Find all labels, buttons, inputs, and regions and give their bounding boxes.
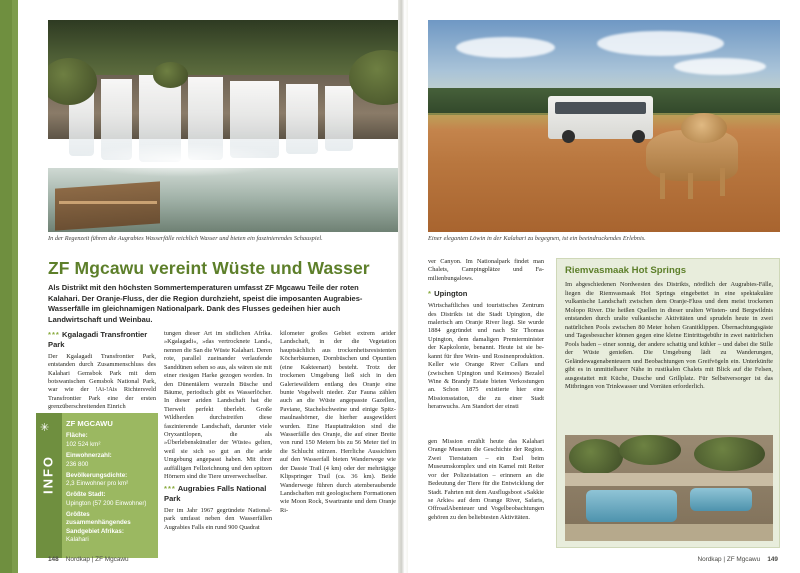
page-number: 148 — [48, 556, 59, 563]
lion-photo-caption: Einer eleganten Löwin in der Kalahari zu begegnen, ist ein beeindruckendes Erlebnis. — [428, 235, 646, 242]
left-column-3 — [280, 330, 396, 515]
info-tab-label: INFO — [40, 454, 56, 495]
info-row — [66, 511, 154, 545]
info-label: Größtes zusammenhängendes Sandgebiet Afrikas: — [66, 510, 131, 535]
info-value: 236 800 — [66, 460, 89, 468]
footer-separator — [60, 556, 64, 563]
info-label: Größte Stadt: — [66, 491, 106, 499]
section-heading-label: Augrabies Falls National Park — [164, 484, 267, 503]
photo-cloud — [456, 37, 555, 58]
info-value: Kalahari — [66, 536, 89, 544]
footer-right — [697, 556, 778, 563]
hot-springs-photo-canvas — [565, 435, 773, 541]
page-gutter — [398, 0, 408, 573]
left-column-2-heading2 — [164, 484, 272, 532]
right-column-1-cont — [428, 438, 544, 522]
photo-bush — [153, 62, 188, 87]
photo-lion-head — [681, 113, 727, 143]
rating-stars: * — [428, 289, 432, 299]
page-number: 149 — [767, 556, 778, 563]
section-heading-upington — [428, 289, 544, 299]
continuation-text: ver Canyon. Im Nationalpark findet man Chalets, Campingplätze und Familienbungalows. — [428, 258, 544, 282]
panel-title: Riemvasmaak Hot Springs — [565, 265, 687, 276]
right-column-1 — [428, 258, 544, 412]
page-title: ZF Mgcawu vereint Wüste und Wasser — [48, 258, 370, 278]
lead-paragraph: Als Distrikt mit den höchsten Sommertemperaturen umfasst ZF Mgcawu Teile der roten Kalahari. Der Oranje-Fluss, der die Region durchzieht, speist die imposanten Augrabies-Wasserfälle im gleichnamigen Nationalpark. Dank des Flusses gedeihen hier auch Landwirtschaft und Weinbau. — [48, 283, 363, 324]
section-heading-augrabies — [164, 484, 272, 504]
waterfall-photo-caption: In der Regenzeit führen die Augrabies Wasserfälle reichlich Wasser und bieten ein faszinierendes Schauspiel. — [48, 235, 323, 242]
rating-stars: *** — [164, 484, 176, 493]
info-value: Upington (57 200 Einwohner) — [66, 499, 147, 507]
waterfall-photo — [48, 20, 398, 232]
info-value: 2,3 Einwohner pro km² — [66, 480, 129, 488]
photo-bush — [619, 435, 681, 465]
photo-deck-railing — [59, 201, 157, 204]
section-heading-kgalagadi — [48, 330, 156, 350]
info-content — [66, 419, 154, 548]
footer-text: Nordkap | ZF Mgcawu — [65, 556, 129, 563]
photo-lion-leg — [720, 168, 725, 196]
panel-body: Im abgeschiedenen Nordwesten des Distrikts, nördlich der Augrabies-Fälle, liegen die Riemvasmaak Hot Springs eingebettet in eine spektakuläre vulkanische Landschaft zwischen dem Oranje-Fluss und dem meist trockenen Molopo River. Die heißen Quellen in dieser uralten Wüsten- und Bergwildnis entstanden durch uralte vulkanische Aktivitäten und sprudeln heute in zwei natürlichen Pools zwischen 80 Meter hohen Granitklippen. Übernachtungsgäste und Tagesbesucher können gegen eine kleine Eintrittsgebühr in zwei natürlichen Pools baden – einer sonnig, der andere schattig und kühler – und dabei die Stille der Wüste genießen. Die Umgebung lädt zu Wanderungen, Geländewagenabenteuern und Beobachtungen von Greifvögeln ein. Unterkünfte gibt es in unmittelbarer Nähe in rustikalen Chalets mit Blick auf die Felsen, ausgestattet mit Küche, Dusche und Grillplatz. Für Selbstversorger ist das Mitbringen von Trinkwasser und Vorräten erforderlich. — [565, 281, 773, 390]
section-body-augrabies: kilometer großes Gebiet extrem arider Landschaft, in der die Vegetation hauptsächlich aus trockenheitsresistenten Köcherbäumen, Dornbüschen und Opuntien (eine Kakteenart) besteht. Trotz der trockenen Umgebung ließ sich in den Galeriewäldern entlang des Oranje eine bunte Vogelwelt nieder. Zur Fauna zählen auch an die Wüste angepasste Gazellen, Paviane, Stachelschweine und einige Spitzmaulnashörner, die hierher ausgewildert wurden. Eine Hauptattraktion sind die Wasserfälle des Oranje, die auf einer Breite von rund 150 Metern bis zu 56 Meter tief in die Schlucht stürzen. Herrliche Aussichten auf den Wasserfall bieten Wanderwege wie der Dassie Trail (4 km) oder der mehrtägige Klipspringer Trail (ca. 36 km). Beide Wanderwege führen durch atemberaubende Landschaften mit geologischem Formationen wie Moon Rock, Swartrante und dem Oranje Ri- — [280, 330, 396, 514]
section-body-kgalagadi-part1: Der Kgalagadi Transfrontier Park, entstanden durch Zusammenschluss des Kalahari Gemsbok Park mit dem botswanischen Gemsbok National Park, war wie der !Ai-!Ais Richtersveld Transfrontier Park eine der ersten grenzüberschreitenden Einrich — [48, 352, 156, 411]
photo-lion-leg — [688, 173, 693, 199]
photo-thermal-pool — [586, 490, 678, 522]
photo-cloud — [597, 31, 724, 56]
info-row — [66, 432, 154, 449]
info-label: Bevölkerungsdichte: — [66, 471, 128, 479]
photo-mist — [76, 143, 286, 177]
info-row — [66, 452, 154, 469]
photo-waterfall-stream — [286, 84, 318, 154]
photo-lion-leg — [660, 173, 665, 199]
section-body-upington-part1: Wirtschaftliches und touristisches Zentrum des Distrikts ist die Stadt Upington, die malerisch am Oranje River liegt. Sie wurde 1884 gegründet und nach Sir Thomas Upington, dem damaligen Premierminister der Kapkolonie, benannt. Heute ist sie bekannt für ihre Wein- und Rosinenproduktion. Keller wie Orange River Cellars und (zwischen Upington und Keimoes) Bezalel Wine & Brandy Estate bieten Verkostungen an. Schon 1875 existierte hier eine Missionsstation, die zu einer Stadt heranwuchs. Am Standort der einsti — [428, 302, 544, 411]
hot-springs-photo — [565, 435, 773, 541]
info-value: 102 524 km² — [66, 441, 101, 449]
riemvasmaak-panel — [556, 258, 780, 548]
section-body-upington-part2: gen Mission erzählt heute das Kalahari Orange Museum die Geschichte der Region. Zwei Tierstatuen – ein Esel beim Museumskomplex und ein Kamel mit Reiter vor der Polizeistation – erinnern an die Bedeutung der Tiere für die Entwicklung der Stadt. Fahrten mit dem Ausflugsboot »Sakkie se Arkie« auf dem Orange River, Safaris, OffroadAbenteuer und Vogelbeobachtungen gehören zu den beliebtesten Aktivitäten. — [428, 438, 544, 521]
photo-vehicle-wheel — [562, 130, 575, 143]
section-body-kgalagadi-part2: tungen dieser Art im südlichen Afrika. »Kgalagadi«, »das vertrocknete Land«, nennen die San die Wüste Kalahari. Deren rote, parallel zueinander verlaufende Sanddünen sehen so aus, als wären sie mit einer riesigen Harke gezogen worden. In den Dünentälern wurzeln Büsche und Bäume, periodisch gibt es Wasserlöcher. In dieser ariden Landschaft hat die Tierwelt perfekt überlebt. Große Wildherden durchstreifen diese faszinierende Landschaft, darunter viele Oryxantilopen, die als »Überlebenskünstler der Wüste« gelten, weil sie sich so gut an die aride Umgebung angepasst haben. Mit ihrer auffälligen Fellzeichnung und den spitzen Hörnern sind die Tiere unverwechselbar. — [164, 330, 272, 481]
photo-stone-wall — [565, 473, 773, 486]
photo-vehicle-window — [555, 102, 647, 115]
info-row — [66, 491, 154, 508]
lion-photo — [428, 20, 780, 232]
photo-cloud — [674, 58, 766, 75]
section-heading-label: Upington — [434, 289, 468, 299]
info-label: Einwohnerzahl: — [66, 452, 112, 460]
photo-thermal-pool — [690, 488, 752, 511]
footer-separator — [762, 556, 766, 563]
footer-left — [48, 556, 129, 563]
info-tab — [36, 413, 62, 558]
lion-photo-canvas — [428, 20, 780, 232]
left-column-2 — [164, 330, 272, 482]
right-page — [408, 0, 800, 573]
photo-bush — [694, 437, 765, 471]
info-title: ZF MGCAWU — [66, 419, 113, 428]
star-icon: ✳ — [40, 422, 50, 434]
left-page — [18, 0, 398, 573]
section-heading-label: Kgalagadi Transfrontier Park — [48, 330, 148, 349]
footer-text: Nordkap | ZF Mgcawu — [697, 556, 761, 563]
info-label: Fläche: — [66, 432, 88, 440]
photo-waterfall-stream — [325, 86, 353, 152]
info-box — [36, 413, 158, 558]
info-row — [66, 472, 154, 489]
photo-viewing-deck — [55, 182, 160, 232]
rating-stars: *** — [48, 330, 60, 339]
photo-pool-deck — [565, 524, 773, 541]
section-body-augrabies-intro: Der im Jahr 1967 gegründete Nationalpark umfasst neben den Wasserfällen Augrabies Falls ein rund 900 Quadrat — [164, 506, 272, 531]
waterfall-photo-canvas — [48, 20, 398, 232]
